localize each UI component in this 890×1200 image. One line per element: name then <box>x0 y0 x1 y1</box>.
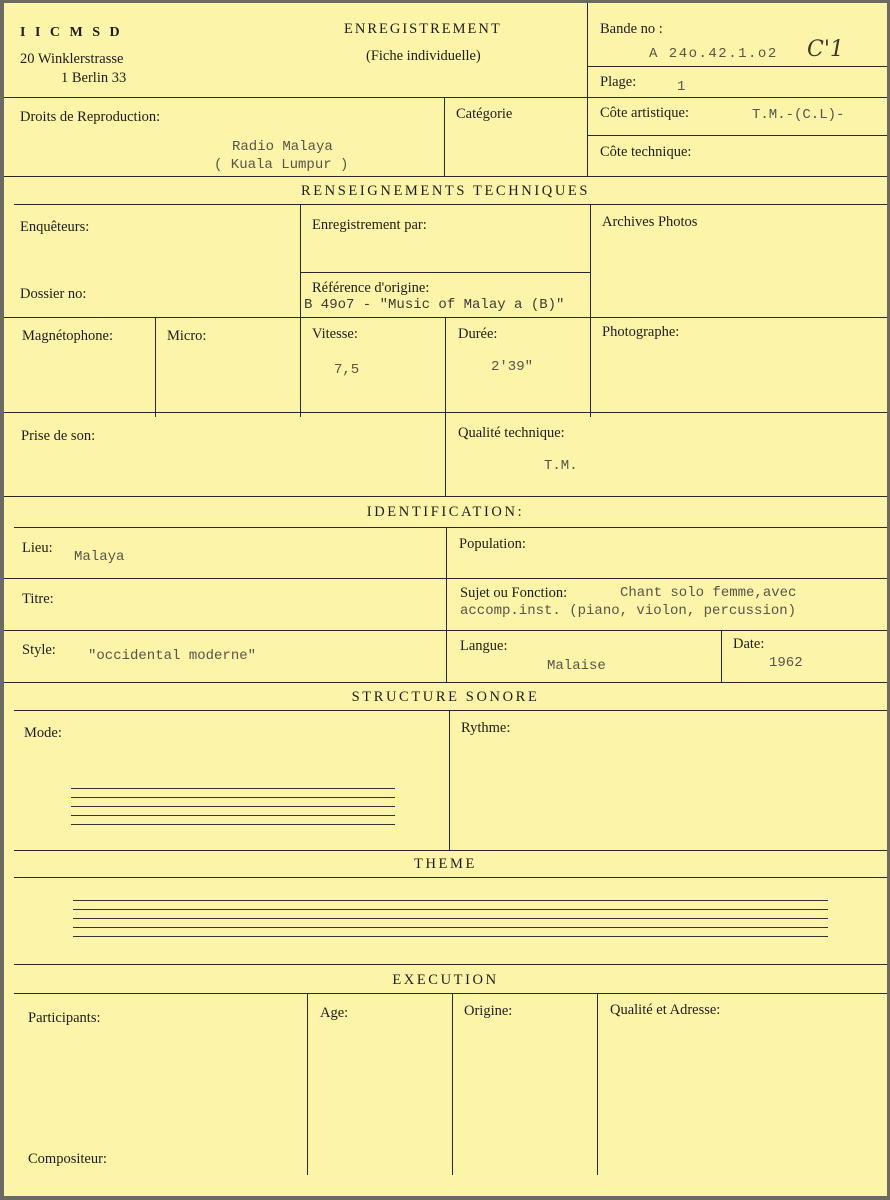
section-theme: THEME <box>414 856 477 872</box>
rule <box>445 317 446 496</box>
rule <box>307 993 308 1175</box>
bande-handwritten: C'1 <box>807 37 844 62</box>
rule <box>14 204 887 205</box>
rule <box>14 993 887 994</box>
rule <box>4 496 887 497</box>
origine-label: Origine: <box>464 1003 513 1019</box>
rule <box>300 204 301 417</box>
rule <box>597 993 598 1175</box>
style-label: Style: <box>22 642 56 658</box>
droits-value-1: Radio Malaya <box>232 139 333 155</box>
rule <box>14 964 887 965</box>
section-techniques: RENSEIGNEMENTS TECHNIQUES <box>300 183 591 199</box>
section-execution: EXECUTION <box>392 972 499 988</box>
form-title: ENREGISTREMENT <box>344 21 502 37</box>
qualite-adresse-label: Qualité et Adresse: <box>610 1002 721 1018</box>
titre-label: Titre: <box>22 591 54 607</box>
vitesse-label: Vitesse: <box>312 326 358 342</box>
lieu-value: Malaya <box>74 549 125 565</box>
org-street: 20 Winklerstrasse <box>20 51 124 67</box>
qualite-technique-value: T.M. <box>544 458 578 474</box>
plage-value: 1 <box>677 79 686 95</box>
archives-photos-label: Archives Photos <box>602 214 698 230</box>
rule <box>14 710 887 711</box>
population-label: Population: <box>459 536 526 552</box>
age-label: Age: <box>320 1005 349 1021</box>
rule <box>587 3 588 176</box>
sujet-label: Sujet ou Fonction: <box>460 585 568 601</box>
rythme-label: Rythme: <box>461 720 511 736</box>
section-identification: IDENTIFICATION: <box>366 504 525 520</box>
rule <box>14 877 887 878</box>
rule <box>452 993 453 1175</box>
rule <box>155 317 156 417</box>
langue-label: Langue: <box>460 638 508 654</box>
duree-value: 2'39" <box>491 359 534 375</box>
rule <box>444 97 445 176</box>
plage-label: Plage: <box>600 74 637 90</box>
sujet-value-1: Chant solo femme,avec <box>620 585 797 601</box>
date-value: 1962 <box>769 655 803 671</box>
micro-label: Micro: <box>167 328 207 344</box>
bande-label: Bande no : <box>600 21 663 37</box>
langue-value: Malaise <box>547 658 606 674</box>
reference-value: B 49o7 - "Music of Malay a (B)" <box>304 297 565 313</box>
index-card <box>4 3 887 1196</box>
rule <box>4 630 887 631</box>
compositeur-label: Compositeur: <box>28 1151 107 1167</box>
dossier-label: Dossier no: <box>20 286 87 302</box>
org-city: 1 Berlin 33 <box>61 70 127 86</box>
vitesse-value: 7,5 <box>334 362 360 378</box>
magnetophone-label: Magnétophone: <box>22 328 114 344</box>
rule <box>4 176 887 177</box>
rule <box>587 66 887 67</box>
rule <box>300 272 590 273</box>
rule <box>14 850 887 851</box>
rule <box>4 682 887 683</box>
lieu-label: Lieu: <box>22 540 53 556</box>
enregistrement-par-label: Enregistrement par: <box>312 217 427 233</box>
photographe-label: Photographe: <box>602 324 680 340</box>
prise-de-son-label: Prise de son: <box>21 428 96 444</box>
reference-label: Référence d'origine: <box>312 280 430 296</box>
form-subtitle: (Fiche individuelle) <box>366 48 481 64</box>
rule <box>446 527 447 682</box>
participants-label: Participants: <box>28 1010 101 1026</box>
enqueteurs-label: Enquêteurs: <box>20 219 90 235</box>
org-name: I I C M S D <box>20 25 123 40</box>
duree-label: Durée: <box>458 326 498 342</box>
rule <box>4 578 887 579</box>
rule <box>14 527 887 528</box>
mode-label: Mode: <box>24 725 62 741</box>
categorie-label: Catégorie <box>456 106 513 122</box>
section-structure: STRUCTURE SONORE <box>351 689 540 705</box>
droits-label: Droits de Reproduction: <box>20 109 161 125</box>
droits-value-2: ( Kuala Lumpur ) <box>214 157 349 173</box>
style-value: "occidental moderne" <box>88 648 257 664</box>
rule <box>721 630 722 682</box>
cote-artistique-value: T.M.-(C.L)- <box>752 107 845 123</box>
rule <box>587 135 887 136</box>
date-label: Date: <box>733 636 765 652</box>
cote-technique-label: Côte technique: <box>600 144 692 160</box>
cote-artistique-label: Côte artistique: <box>600 105 689 121</box>
rule <box>4 412 887 413</box>
rule <box>449 710 450 850</box>
bande-value: A 24o.42.1.o2 <box>649 46 778 62</box>
rule <box>4 97 887 98</box>
qualite-technique-label: Qualité technique: <box>458 425 565 441</box>
sujet-value-2: accomp.inst. (piano, violon, percussion) <box>460 603 797 619</box>
rule <box>590 204 591 417</box>
